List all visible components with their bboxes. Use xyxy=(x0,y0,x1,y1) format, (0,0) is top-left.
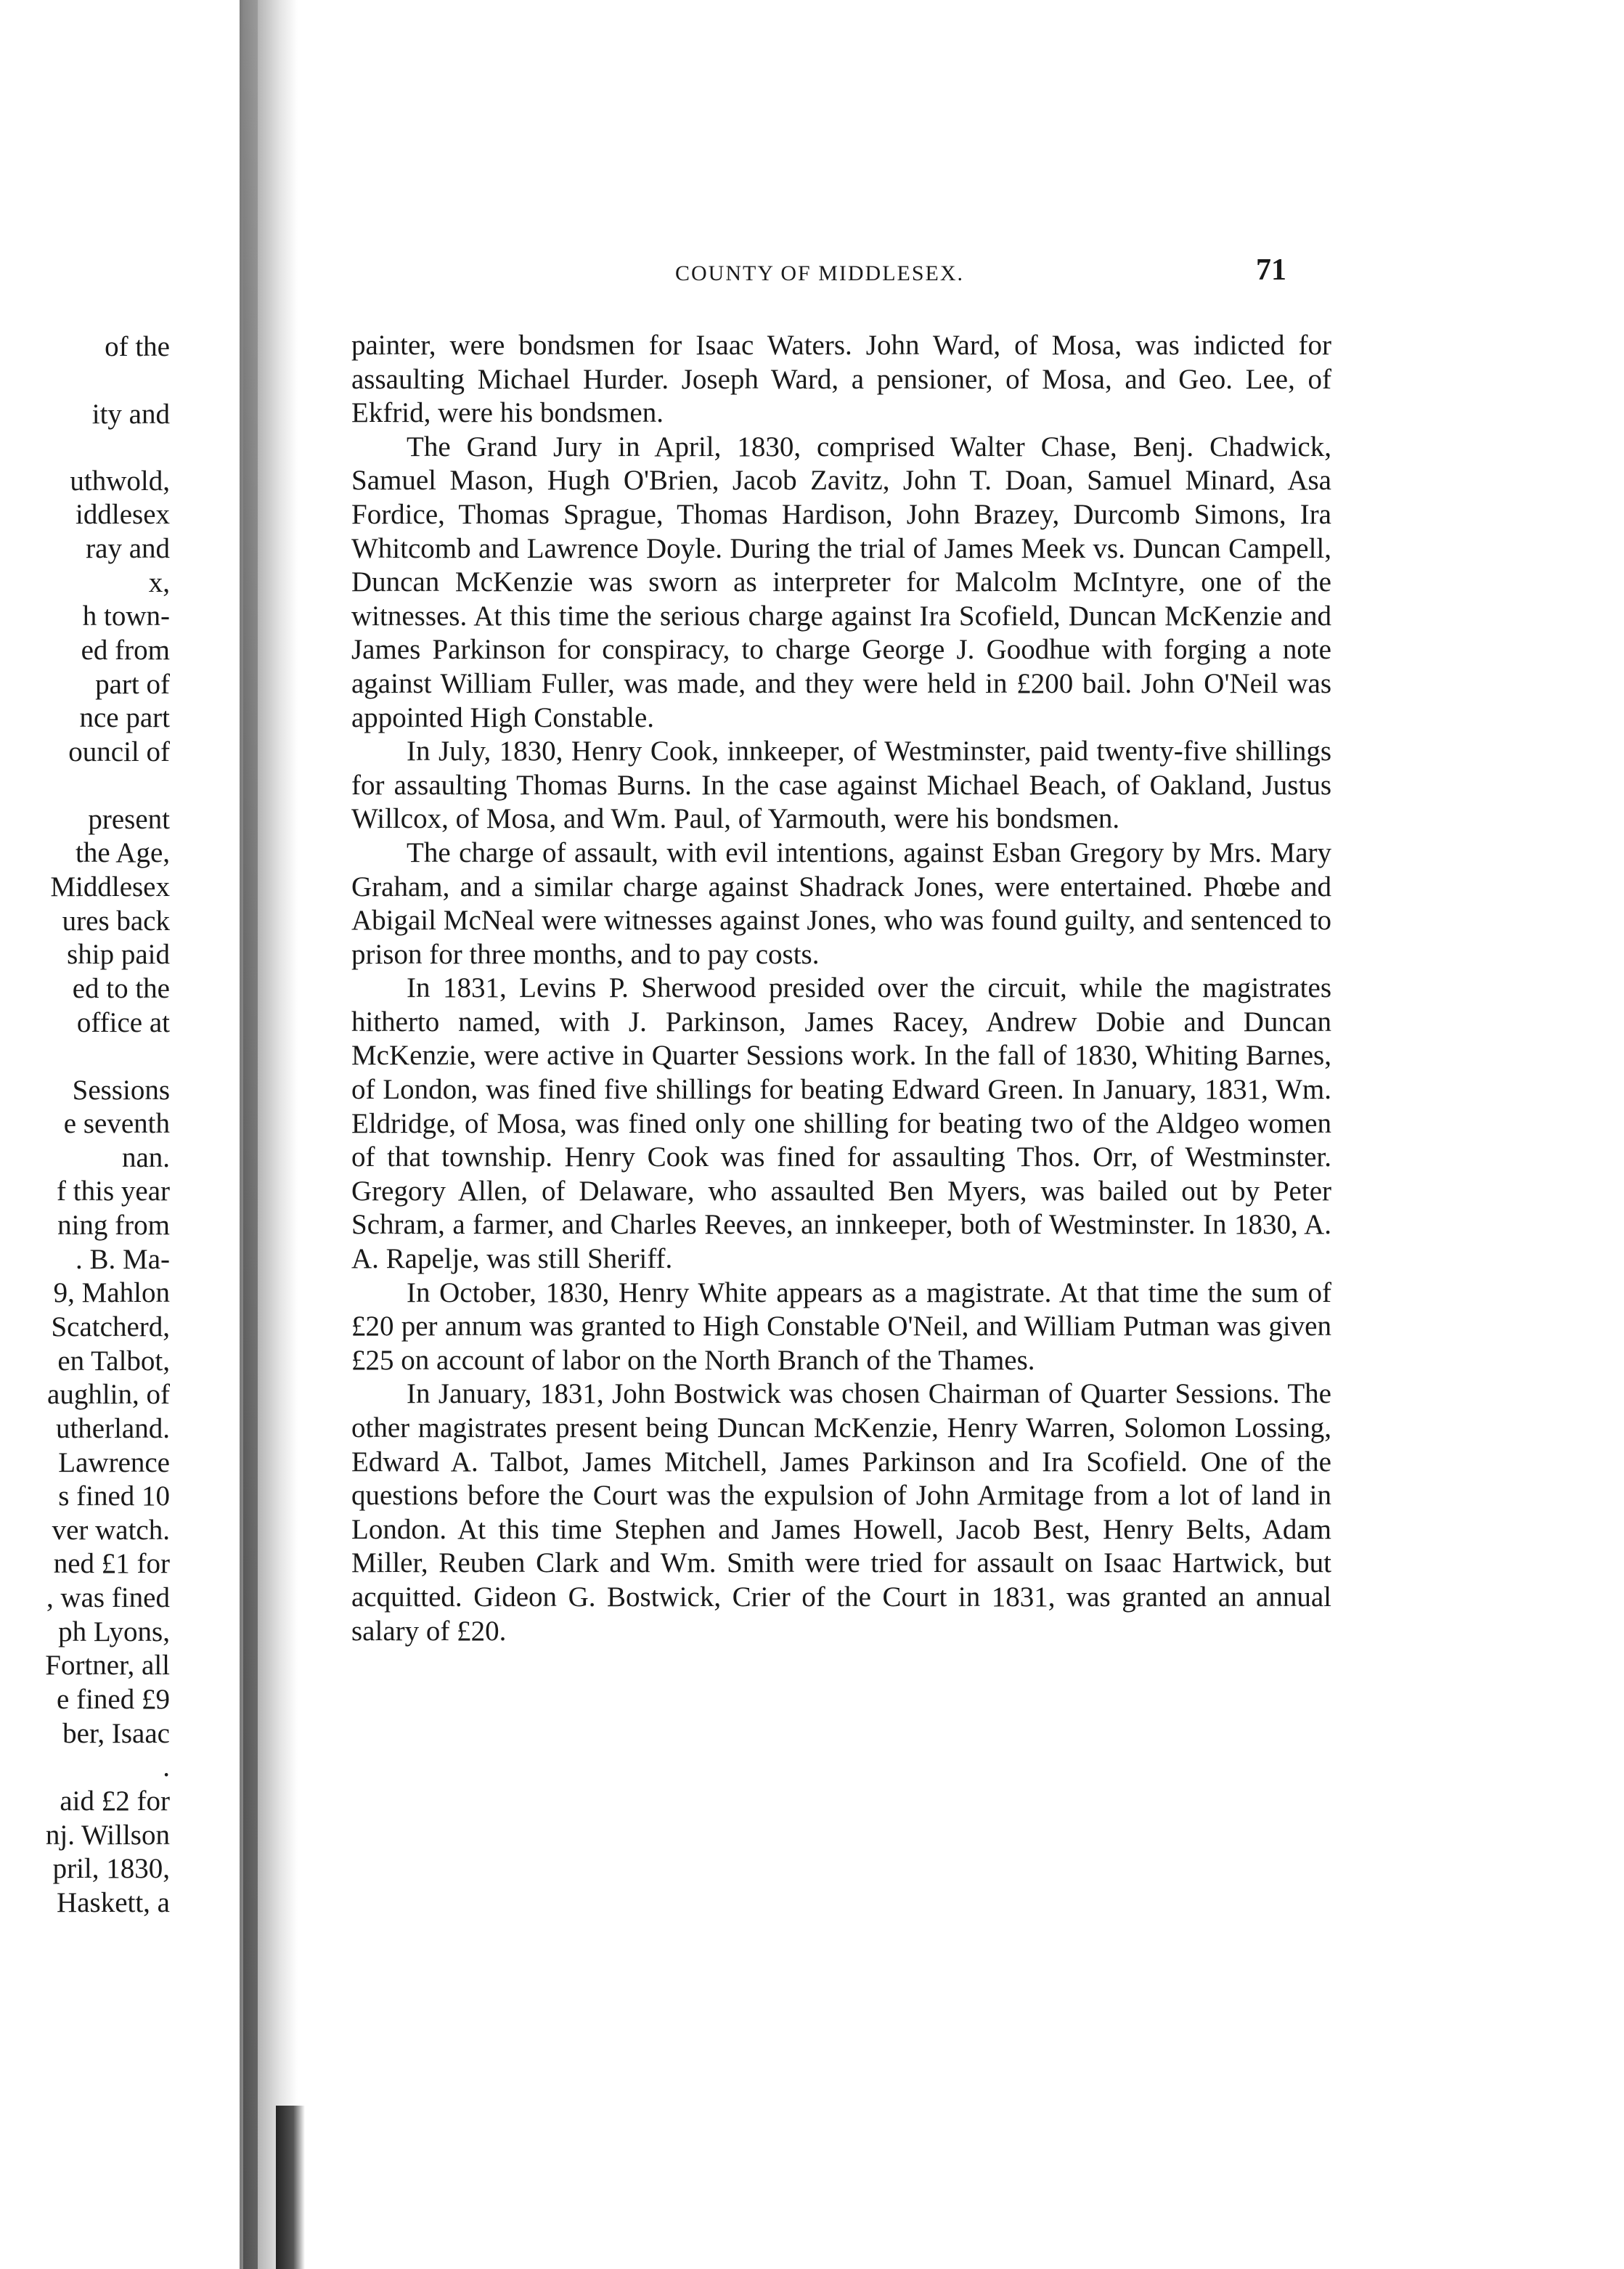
facing-page-line: Haskett, a xyxy=(57,1887,170,1918)
facing-page-line: s fined 10 xyxy=(58,1480,170,1512)
paragraph: In 1831, Levins P. Sherwood presided over the circuit, while the magistrates hitherto named, with J. Parkinson, James Racey, Andrew Dobie and Duncan McKenzie, were active in Quarter Sessions work. In the fall of 1830, Whiting Barnes, of London, was fined five shillings for beating Edward Green. In January, 1831, Wm. Eldridge, of Mosa, was fined only one shilling for beating two of the Aldgeo women of that township. Henry Cook was fined for assaulting Thos. Orr, of Westminster. Gregory Allen, of Delaware, who assaulted Ben Myers, was bailed out by Peter Schram, a farmer, and Charles Reeves, an innkeeper, both of Westminster. In 1830, A. A. Rapelje, was still Sheriff. xyxy=(351,972,1331,1275)
facing-page-line: ed from xyxy=(81,635,170,666)
facing-page-line: ray and xyxy=(86,533,170,564)
running-head: COUNTY OF MIDDLESEX. xyxy=(675,261,965,285)
paragraph: The charge of assault, with evil intentions, against Esban Gregory by Mrs. Mary Graham, and a similar charge against Shadrack Jones, were entertained. Phœbe and Abigail McNeal were witnesses against Jones, who was found guilty, and sentenced to prison for three months, and to pay costs. xyxy=(351,836,1331,970)
facing-page-line: utherland. xyxy=(55,1413,170,1444)
facing-page-line: e seventh xyxy=(63,1108,170,1139)
facing-page-line: nan. xyxy=(121,1142,170,1173)
facing-page-line: Middlesex xyxy=(50,871,170,903)
facing-page-line: nj. Willson xyxy=(45,1820,170,1851)
facing-page-line: ver watch. xyxy=(52,1515,170,1546)
facing-page-line: e fined £9 xyxy=(57,1684,170,1715)
facing-page-line: en Talbot, xyxy=(57,1345,170,1377)
facing-page-line: ned £1 for xyxy=(53,1548,170,1579)
paragraph: In October, 1830, Henry White appears as a magistrate. At that time the sum of £20 per annum was granted to High Constable O'Neil, and William Putman was given £25 on account of labor on the North Branch of the Thames. xyxy=(351,1276,1331,1376)
facing-page-line: iddlesex xyxy=(76,499,170,530)
facing-page-line: ber, Isaac xyxy=(62,1718,170,1749)
facing-page-line: ed to the xyxy=(72,973,170,1004)
facing-page-line: office at xyxy=(76,1007,170,1038)
facing-page-line: ures back xyxy=(62,905,170,937)
facing-page-line: nce part xyxy=(79,702,170,733)
facing-page-line: pril, 1830, xyxy=(52,1853,170,1884)
page-number: 71 xyxy=(1256,253,1286,287)
facing-page-line: part of xyxy=(95,669,170,700)
page-gutter-edge xyxy=(243,0,258,2269)
facing-page-line: the Age, xyxy=(76,837,170,868)
paragraph: In January, 1831, John Bostwick was chosen Chairman of Quarter Sessions. The other magistrates present being Duncan McKenzie, Henry Warren, Solomon Lossing, Edward A. Talbot, James Mitchell, James Parkinson and Ira Scofield. One of the questions before the Court was the expulsion of John Armitage from a lot of land in London. At this time Stephen and James Howell, Jacob Best, Henry Belts, Adam Miller, Reuben Clark and Wm. Smith were tried for assault on Isaac Hartwick, but acquitted. Gideon G. Bostwick, Crier of the Court in 1831, was granted an annual salary of £20. xyxy=(351,1378,1331,1647)
facing-page-line: f this year xyxy=(57,1176,170,1207)
facing-page-line: h town- xyxy=(82,600,170,632)
facing-page-line: x, xyxy=(148,567,170,598)
facing-page-line: of the xyxy=(105,331,170,362)
facing-page-line: Sessions xyxy=(72,1075,170,1106)
facing-page-line: uthwold, xyxy=(70,465,170,497)
facing-page-line: aughlin, of xyxy=(47,1379,170,1410)
facing-page-line: ouncil of xyxy=(68,736,170,767)
facing-page-line: aid £2 for xyxy=(60,1785,170,1817)
facing-page-line: , was fined xyxy=(46,1582,170,1613)
facing-page-line: ph Lyons, xyxy=(58,1616,170,1647)
facing-page-line: Fortner, all xyxy=(45,1650,170,1681)
paragraph: painter, were bondsmen for Isaac Waters. John Ward, of Mosa, was indicted for assaulting Michael Hurder. Joseph Ward, a pensioner, of Mosa, and Geo. Lee, of Ekfrid, were his bondsmen. xyxy=(351,330,1331,429)
facing-page-line: present xyxy=(88,804,170,835)
facing-page-line: . B. Ma- xyxy=(76,1244,170,1275)
body-text xyxy=(351,329,1331,1648)
facing-page-line: Scatcherd, xyxy=(51,1311,170,1343)
paragraph: The Grand Jury in April, 1830, comprised Walter Chase, Benj. Chadwick, Samuel Mason, Hugh O'Brien, Jacob Zavitz, John T. Doan, Samuel Minard, Asa Fordice, Thomas Sprague, Thomas Hardison, John Brazey, Durcomb Simons, Ira Whitcomb and Lawrence Doyle. During the trial of James Meek vs. Duncan Campell, Duncan McKenzie was sworn as interpreter for Malcolm McIntyre, one of the witnesses. At this time the serious charge against Ira Scofield, Duncan McKenzie and James Parkinson for conspiracy, to charge George J. Goodhue with forging a note against William Fuller, was made, and they were held in £200 bail. John O'Neil was appointed High Constable. xyxy=(351,431,1331,733)
facing-page-line: ship paid xyxy=(67,939,170,970)
facing-page-line: ning from xyxy=(57,1210,170,1241)
facing-page-line: ity and xyxy=(91,399,170,430)
facing-page-fragment xyxy=(0,0,240,2269)
facing-page-line: Lawrence xyxy=(58,1447,170,1478)
page-gutter-bottom-shadow xyxy=(276,2106,305,2269)
facing-page-line: 9, Mahlon xyxy=(53,1277,170,1308)
paragraph: In July, 1830, Henry Cook, innkeeper, of Westminster, paid twenty-five shillings for assaulting Thomas Burns. In the case against Michael Beach, of Oakland, Justus Willcox, of Mosa, and Wm. Paul, of Yarmouth, were his bondsmen. xyxy=(351,736,1331,835)
facing-page-line: . xyxy=(163,1751,170,1783)
